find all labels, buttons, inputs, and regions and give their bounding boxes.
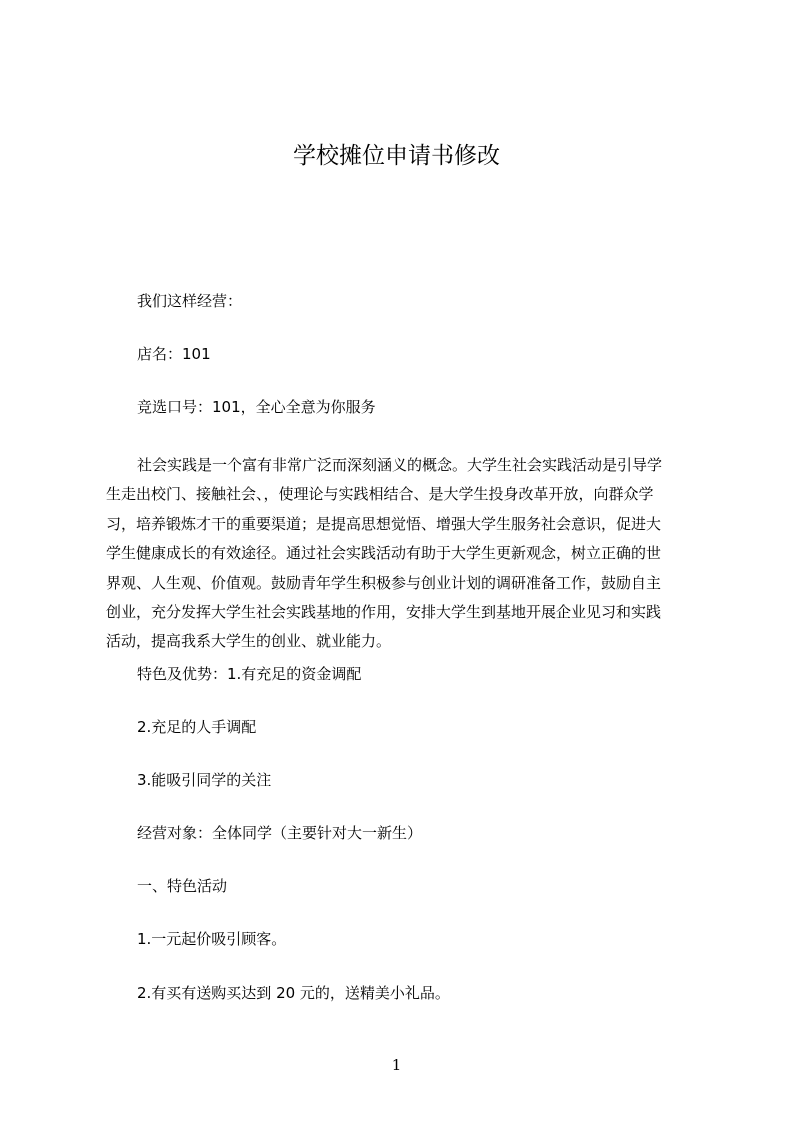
features-line: 特色及优势：1.有充足的资金调配 xyxy=(137,665,362,683)
document-title: 学校摊位申请书修改 xyxy=(293,143,500,169)
paragraph-line: 界观、人生观、价值观。鼓励青年学生积极参与创业计划的调研准备工作，鼓励自主 xyxy=(106,573,662,592)
slogan-line: 竞选口号：101，全心全意为你服务 xyxy=(137,398,376,416)
intro-line: 我们这样经营： xyxy=(137,292,243,310)
paragraph-line: 生走出校门、接触社会、，使理论与实践相结合、是大学生投身改革开放，向群众学 xyxy=(106,485,654,504)
shop-name-line: 店名：101 xyxy=(137,345,211,363)
paragraph-line: 活动，提高我系大学生的创业、就业能力。 xyxy=(106,632,392,651)
feature-3-line: 3.能吸引同学的关注 xyxy=(137,771,272,789)
paragraph-line: 创业，充分发挥大学生社会实践基地的作用，安排大学生到基地开展企业见习和实践 xyxy=(106,603,662,622)
paragraph-line: 习，培养锻炼才干的重要渠道；是提高思想觉悟、增强大学生服务社会意识，促进大 xyxy=(106,514,662,533)
page-number: 1 xyxy=(391,1056,402,1074)
target-line: 经营对象：全体同学（主要针对大一新生） xyxy=(137,824,423,842)
paragraph-line: 学生健康成长的有效途径。通过社会实践活动有助于大学生更新观念，树立正确的世 xyxy=(106,544,662,563)
activity-1-line: 1.一元起价吸引顾客。 xyxy=(137,930,287,948)
body-paragraph xyxy=(106,451,702,657)
section-heading: 一、特色活动 xyxy=(137,877,228,895)
activity-2-line: 2.有买有送购买达到 20 元的，送精美小礼品。 xyxy=(137,984,450,1002)
paragraph-line: 社会实践是一个富有非常广泛而深刻涵义的概念。大学生社会实践活动是引导学 xyxy=(137,456,663,474)
feature-2-line: 2.充足的人手调配 xyxy=(137,718,257,736)
